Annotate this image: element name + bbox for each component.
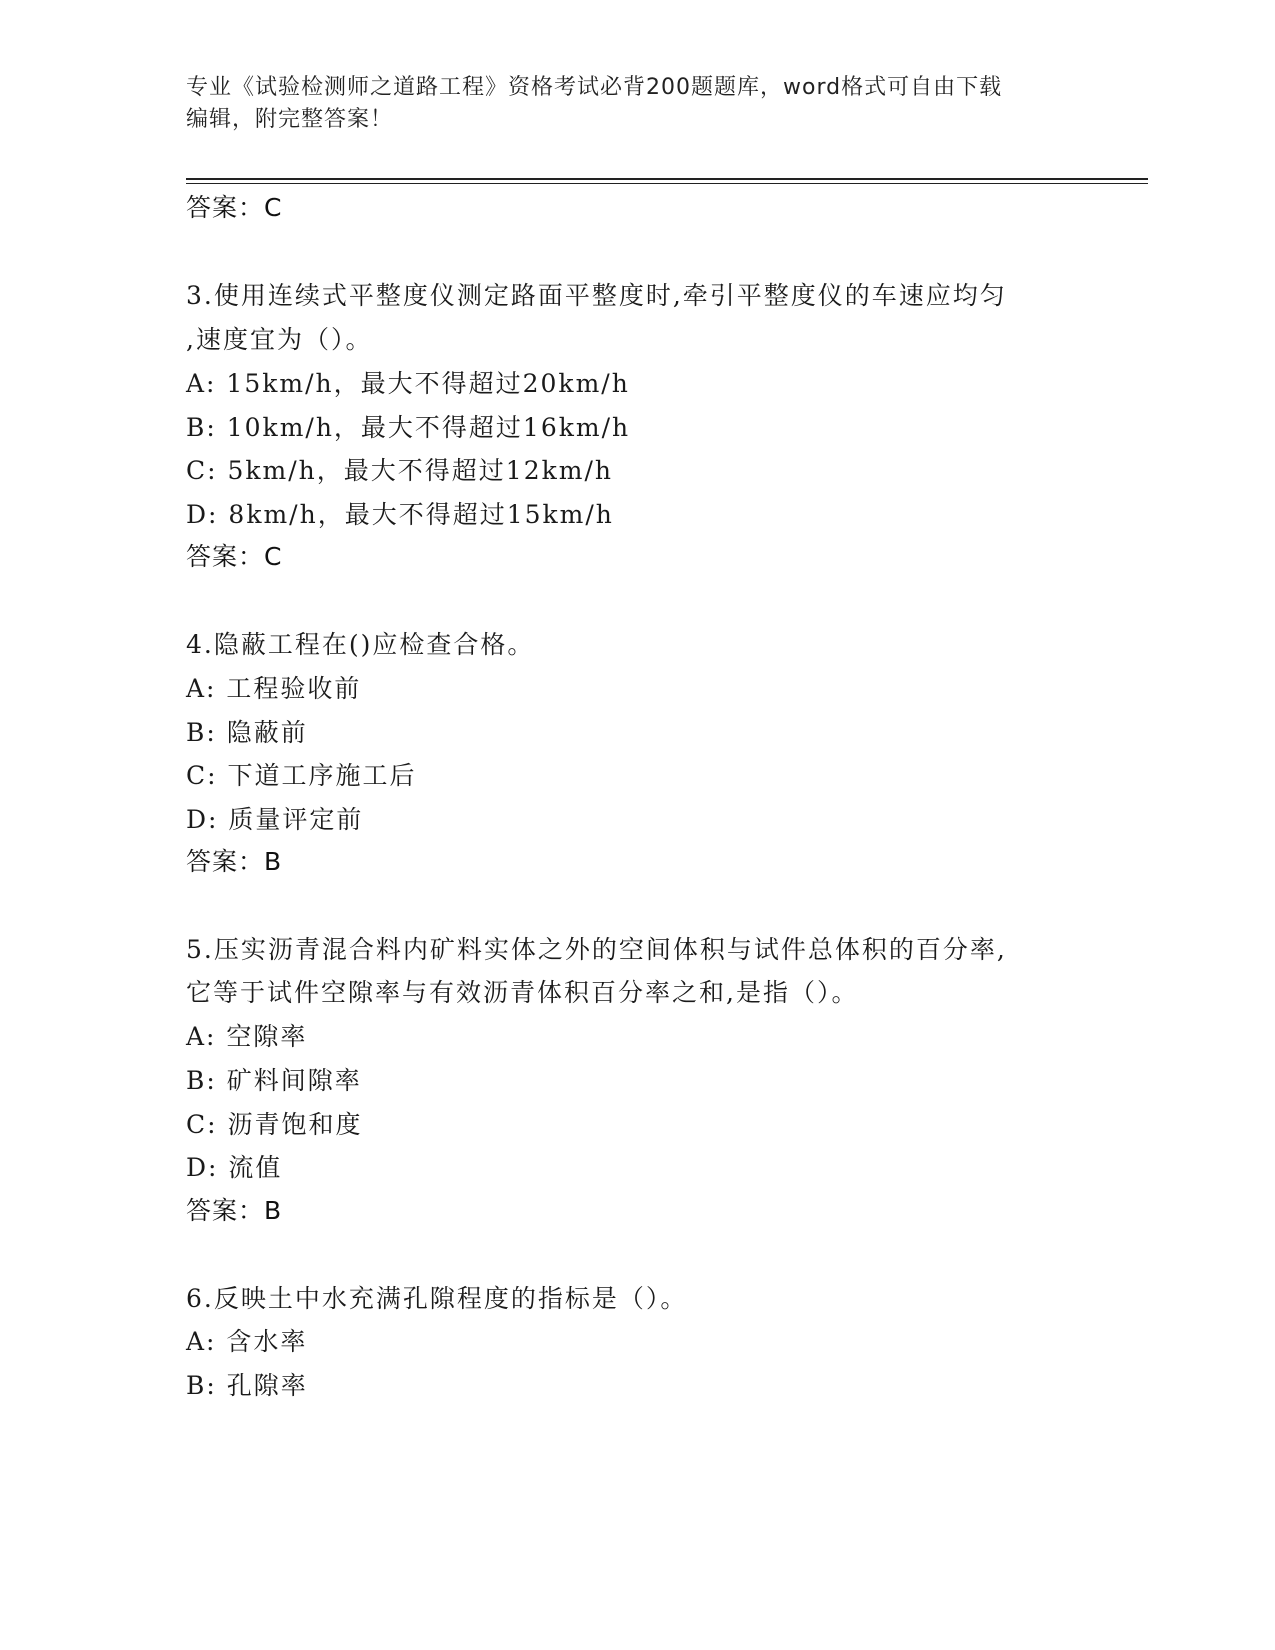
question-3-option-d: D: 8km/h，最大不得超过15km/h <box>186 500 614 529</box>
header-divider-top <box>186 178 1148 180</box>
question-4-option-c: C: 下道工序施工后 <box>186 761 417 790</box>
question-5-stem-line-2: 它等于试件空隙率与有效沥青体积百分率之和,是指（）。 <box>186 978 859 1007</box>
question-5-option-d: D: 流值 <box>186 1153 283 1182</box>
question-4-option-b: B: 隐蔽前 <box>186 718 308 747</box>
question-4-stem-line-1: 4.隐蔽工程在()应检查合格。 <box>186 630 535 659</box>
previous-answer: 答案：C <box>186 193 283 222</box>
question-3-option-a: A: 15km/h，最大不得超过20km/h <box>186 369 630 398</box>
question-3-option-c: C: 5km/h，最大不得超过12km/h <box>186 456 613 485</box>
question-4-option-d: D: 质量评定前 <box>186 805 364 834</box>
question-5-option-a: A: 空隙率 <box>186 1022 308 1051</box>
header-divider-bottom <box>186 183 1148 184</box>
question-3-answer: 答案：C <box>186 542 283 571</box>
question-5-answer: 答案：B <box>186 1196 283 1225</box>
question-5-stem-line-1: 5.压实沥青混合料内矿料实体之外的空间体积与试件总体积的百分率, <box>186 935 1007 964</box>
page-header <box>186 72 1066 136</box>
question-3-stem-line-2: ,速度宜为（）。 <box>186 325 373 354</box>
question-5-option-b: B: 矿料间隙率 <box>186 1066 362 1095</box>
header-line-1: 专业《试验检测师之道路工程》资格考试必背200题题库，word格式可自由下载 <box>186 75 1003 100</box>
question-5-option-c: C: 沥青饱和度 <box>186 1110 363 1139</box>
question-3-option-b: B: 10km/h，最大不得超过16km/h <box>186 413 631 442</box>
question-4-option-a: A: 工程验收前 <box>186 674 362 703</box>
question-6-option-b: B: 孔隙率 <box>186 1371 308 1400</box>
question-6-option-a: A: 含水率 <box>186 1327 308 1356</box>
question-3-stem-line-1: 3.使用连续式平整度仪测定路面平整度时,牵引平整度仪的车速应均匀 <box>186 281 1007 310</box>
question-4-answer: 答案：B <box>186 847 283 876</box>
header-line-2: 编辑，附完整答案！ <box>186 107 394 132</box>
question-6-stem-line-1: 6.反映土中水充满孔隙程度的指标是（）。 <box>186 1284 688 1313</box>
